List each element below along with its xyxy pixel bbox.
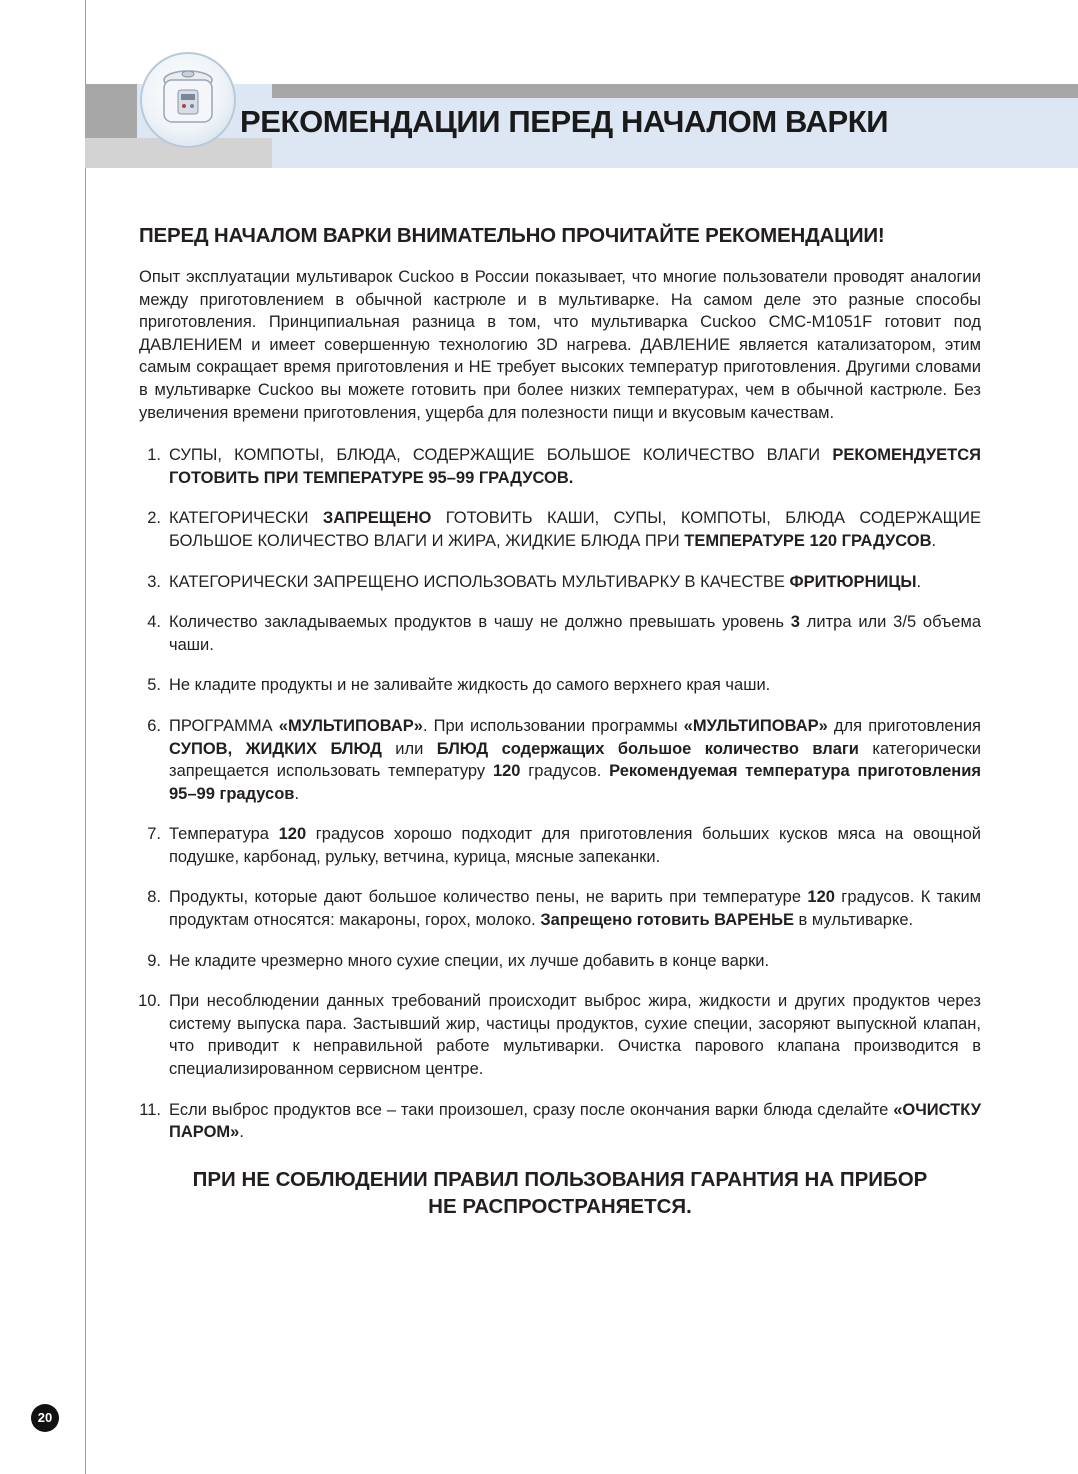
warranty-notice <box>139 1166 981 1220</box>
list-item <box>139 886 981 931</box>
page-title: РЕКОМЕНДАЦИИ ПЕРЕД НАЧАЛОМ ВАРКИ <box>240 104 889 139</box>
warranty-line-2: НЕ РАСПРОСТРАНЯЕТСЯ. <box>428 1194 692 1218</box>
list-item-number: 9. <box>147 951 161 970</box>
list-item <box>139 611 981 656</box>
rules-list <box>139 444 981 1144</box>
header-stripe-top <box>272 84 1078 98</box>
list-item-number: 11. <box>139 1100 161 1119</box>
list-item <box>139 715 981 805</box>
list-item-text: Если выброс продуктов все – таки произошел, сразу после окончания варки блюда сделайте «ОЧИСТКУ ПАРОМ». <box>169 1100 981 1142</box>
list-item-text: Не кладите продукты и не заливайте жидкость до самого верхнего края чаши. <box>169 676 771 695</box>
main-content <box>139 224 981 1220</box>
list-item-number: 4. <box>147 613 161 632</box>
list-item-number: 7. <box>147 825 161 844</box>
list-item-number: 2. <box>147 509 161 528</box>
list-item-number: 5. <box>147 676 161 695</box>
list-item <box>139 990 981 1080</box>
list-item-number: 8. <box>147 888 161 907</box>
list-item <box>139 674 981 697</box>
list-item-text: При несоблюдении данных требований происходит выброс жира, жидкости и других продуктов через систему выпуска пара. Застывший жир, частицы продуктов, сухие специи, засоряют выпускной клапан, что приводит к неправильной работе мультиварки. Очистка парового клапана производится в специализированном сервисном центре. <box>169 992 981 1079</box>
list-item <box>139 507 981 552</box>
list-item-text: ПРОГРАММА «МУЛЬТИПОВАР». При использовании программы «МУЛЬТИПОВАР» для приготовления СУПОВ, ЖИДКИХ БЛЮД или БЛЮД содержащих большое количество влаги категорически запрещается использовать температуру 120 градусов. Рекомендуемая температура приготовления 95–99 градусов. <box>169 716 981 803</box>
rice-cooker-icon <box>140 52 236 148</box>
list-item-text: СУПЫ, КОМПОТЫ, БЛЮДА, СОДЕРЖАЩИЕ БОЛЬШОЕ КОЛИЧЕСТВО ВЛАГИ РЕКОМЕНДУЕТСЯ ГОТОВИТЬ ПРИ ТЕМПЕРАТУРЕ 95–99 ГРАДУСОВ. <box>169 446 981 487</box>
list-item-text: Не кладите чрезмерно много сухие специи, их лучше добавить в конце варки. <box>169 951 770 970</box>
page-number: 20 <box>31 1404 59 1432</box>
warranty-line-1: ПРИ НЕ СОБЛЮДЕНИИ ПРАВИЛ ПОЛЬЗОВАНИЯ ГАРАНТИЯ НА ПРИБОР <box>192 1167 928 1191</box>
list-item-text: Температура 120 градусов хорошо подходит для приготовления больших кусков мяса на овощной подушке, карбонад, рульку, ветчина, курица, мясные запеканки. <box>169 825 981 866</box>
list-item <box>139 950 981 973</box>
list-item-text: КАТЕГОРИЧЕСКИ ЗАПРЕЩЕНО ГОТОВИТЬ КАШИ, СУПЫ, КОМПОТЫ, БЛЮДА СОДЕРЖАЩИЕ БОЛЬШОЕ КОЛИЧЕСТВО ВЛАГИ И ЖИРА, ЖИДКИЕ БЛЮДА ПРИ ТЕМПЕРАТУРЕ 120 ГРАДУСОВ. <box>169 509 981 550</box>
page-margin-line <box>85 0 86 1474</box>
list-item <box>139 571 981 594</box>
list-item <box>139 823 981 868</box>
list-item-text: Количество закладываемых продуктов в чашу не должно превышать уровень 3 литра или 3/5 объема чаши. <box>169 613 981 654</box>
list-item <box>139 1099 981 1144</box>
section-heading: ПЕРЕД НАЧАЛОМ ВАРКИ ВНИМАТЕЛЬНО ПРОЧИТАЙТЕ РЕКОМЕНДАЦИИ! <box>139 224 885 247</box>
list-item-number: 6. <box>147 716 161 735</box>
list-item-text: Продукты, которые дают большое количество пены, не варить при температуре 120 градусов. К таким продуктам относятся: макароны, горох, молоко. Запрещено готовить ВАРЕНЬЕ в мультиварке. <box>169 888 982 930</box>
list-item <box>139 444 981 489</box>
intro-paragraph: Опыт эксплуатации мультиварок Cuckoo в России показывает, что многие пользователи проводят аналогии между приготовлением в обычной кастрюле и в мультиварке. На самом деле это разные способы приготовления. Принципиальная разница в том, что мультиварка Cuckoo CMC-M1051F готовит под ДАВЛЕНИЕМ и имеет совершенную технологию 3D нагрева. ДАВЛЕНИЕ является катализатором, этим самым сокращает время приготовления и НЕ требует высоких температур приготовления. Другими словами в мультиварке Cuckoo вы можете готовить при более низких температурах, чем в обычной кастрюле. Без увеличения времени приготовления, ущерба для полезности пищи и вкусовым качествам. <box>139 268 981 422</box>
list-item-text: КАТЕГОРИЧЕСКИ ЗАПРЕЩЕНО ИСПОЛЬЗОВАТЬ МУЛЬТИВАРКУ В КАЧЕСТВЕ ФРИТЮРНИЦЫ. <box>169 572 922 591</box>
list-item-number: 3. <box>147 572 161 591</box>
list-item-number: 10. <box>138 992 161 1011</box>
header-left-block <box>85 84 137 138</box>
list-item-number: 1. <box>147 446 161 465</box>
